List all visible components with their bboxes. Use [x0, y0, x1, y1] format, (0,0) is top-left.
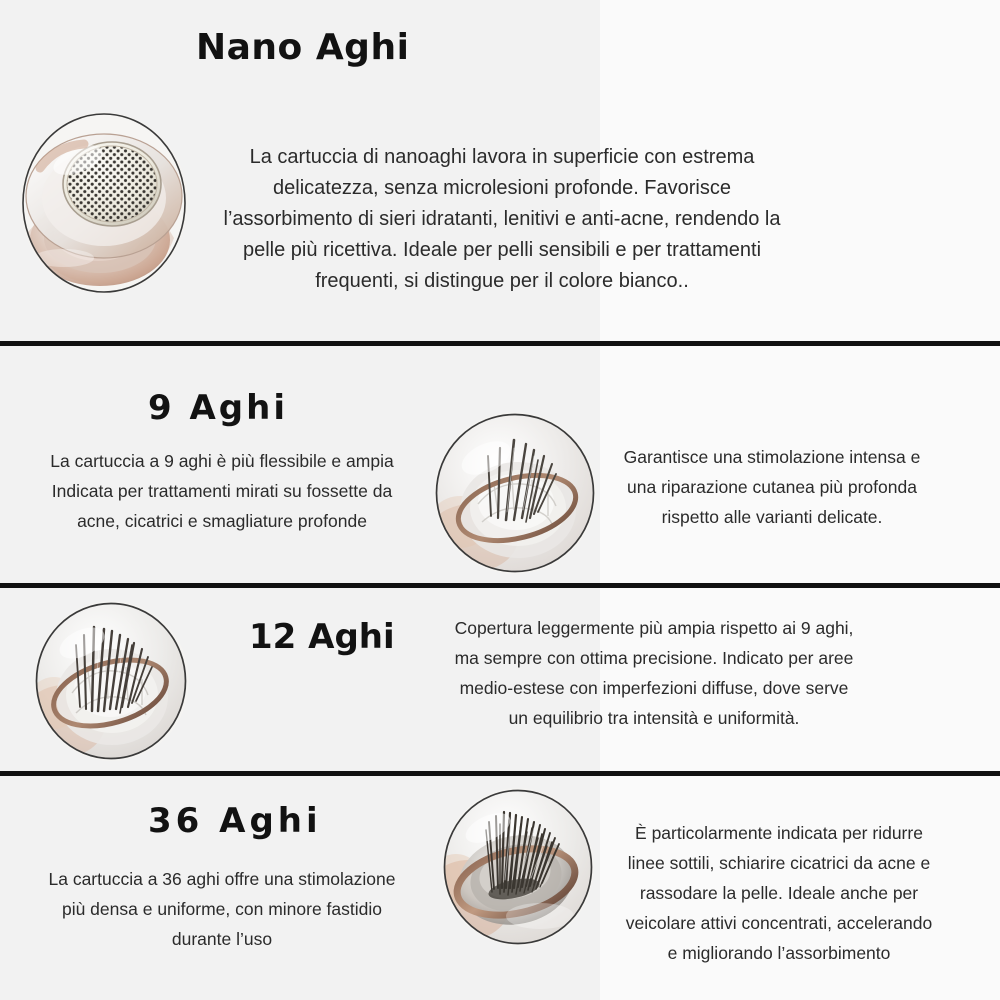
- 36-needle-cartridge-photo: [442, 788, 594, 946]
- nano-needle-cartridge-photo: [20, 112, 188, 294]
- divider-rule-1: [0, 341, 1000, 346]
- section-body-9-right: Garantisce una stimolazione intensa e una riparazione cutanea più profonda rispetto alle varianti delicate.: [623, 447, 921, 527]
- section-body-12: Copertura leggermente più ampia rispetto ai 9 aghi, ma sempre con ottima precisione. Indicato per aree medio-estese con imperfezioni diffuse, dove serve un equilibrio tra intensità e uniformità.: [454, 618, 854, 728]
- section-body-36-left: La cartuccia a 36 aghi offre una stimolazione più densa e uniforme, con minore fastidio durante l’uso: [48, 869, 396, 949]
- section-36-aghi: [0, 776, 1000, 1000]
- 12-needle-cartridge-photo: [34, 601, 189, 761]
- 9-needle-cartridge-photo: [434, 412, 596, 574]
- section-body-nano: La cartuccia di nanoaghi lavora in superficie con estrema delicatezza, senza microlesioni profonde. Favorisce l’assorbimento di sieri idratanti, lenitivi e anti-acne, rendendo la pelle più ricettiva. Ideale per pelli sensibili e per trattamenti frequenti, si distingue per il colore bianco..: [223, 146, 781, 292]
- section-title-nano: Nano Aghi: [196, 27, 410, 68]
- section-12-aghi: [0, 588, 1000, 773]
- section-title-12: 12 Aghi: [249, 617, 395, 657]
- divider-rule-3: [0, 771, 1000, 776]
- section-title-36: 36 Aghi: [148, 801, 322, 841]
- section-nano-aghi: [0, 0, 1000, 343]
- section-body-36-right: È particolarmente indicata per ridurre linee sottili, schiarire cicatrici da acne e rassodare la pelle. Ideale anche per veicolare attivi concentrati, accelerando e migliorando l’assorbimento: [625, 823, 933, 963]
- divider-rule-2: [0, 583, 1000, 588]
- section-9-aghi: [0, 346, 1000, 585]
- section-body-9-left: La cartuccia a 9 aghi è più flessibile e ampia Indicata per trattamenti mirati su fossette da acne, cicatrici e smagliature profonde: [50, 451, 394, 531]
- section-title-9: 9 Aghi: [148, 388, 289, 428]
